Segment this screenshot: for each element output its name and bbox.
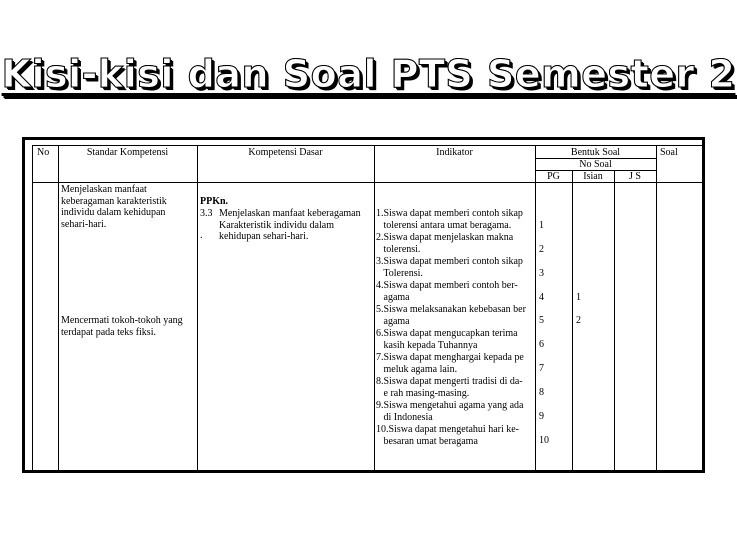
kompetensi-text: Menjelaskan manfaat keberagaman Karakteristik individu dalam kehidupan sehari-hari. (219, 208, 361, 242)
indikator-item: 7.Siswa dapat menghargai kepada pe meluk agama lain. (376, 352, 524, 375)
pg-number: 8 (539, 387, 544, 398)
standar-kompetensi-2: Mencermati tokoh-tokoh yang terdapat pada teks fiksi. (61, 315, 183, 338)
indikator-item: 2.Siswa dapat menjelaskan makna tolerensi. (376, 232, 514, 255)
pg-number: 10 (539, 435, 549, 446)
header-indikator: Indikator (436, 147, 473, 158)
indikator-item: 3.Siswa dapat memberi contoh sikap Tolerensi. (376, 256, 523, 279)
header-soal: Soal (660, 147, 678, 158)
pg-number: 6 (539, 339, 544, 350)
table-border-top (32, 145, 704, 146)
header-kompetensi-dasar: Kompetensi Dasar (248, 147, 323, 158)
col-line (32, 145, 33, 473)
pg-number: 3 (539, 268, 544, 279)
header-standar-kompetensi: Standar Kompetensi (86, 147, 169, 158)
col-line (197, 145, 198, 473)
col-line (704, 145, 705, 473)
kompetensi-subject: PPKn. (200, 196, 229, 207)
header-no: No (37, 147, 50, 158)
indikator-item: 6.Siswa dapat mengucapkan terima kasih kepada Tuhannya (376, 328, 518, 351)
pg-number: 5 (539, 315, 544, 326)
isian-number: 2 (576, 315, 581, 326)
col-line (374, 145, 375, 473)
indikator-item: 1.Siswa dapat memberi contoh sikap tolerensi antara umat beragama. (376, 208, 523, 231)
col-line (656, 145, 657, 473)
indikator-item: 8.Siswa dapat mengerti tradisi di da- e rah masing-masing. (376, 376, 523, 399)
col-line (58, 145, 59, 473)
page-title: Kisi-kisi dan Soal PTS Semester 2 (1, 52, 736, 96)
indikator-item: 5.Siswa melaksanakan kebebasan ber agama (376, 304, 526, 327)
kompetensi-number: 3.3 (200, 208, 213, 219)
header-no-soal: No Soal (579, 159, 612, 170)
indikator-item: 10.Siswa dapat mengetahui hari ke- besaran umat beragama (376, 424, 520, 447)
standar-kompetensi-1: Menjelaskan manfaat keberagaman karakteristik individu dalam kehidupan sehari-hari. (61, 184, 167, 230)
col-line (535, 145, 536, 473)
col-line (572, 170, 573, 473)
col-line (614, 170, 615, 473)
indikator-item: 4.Siswa dapat memberi contoh ber- agama (376, 280, 518, 303)
header-js: J S (629, 171, 641, 182)
pg-number: 9 (539, 411, 544, 422)
pg-number: 1 (539, 220, 544, 231)
indikator-item: 9.Siswa mengetahui agama yang ada di Indonesia (376, 400, 524, 423)
pg-number: 2 (539, 244, 544, 255)
pg-number: 4 (539, 292, 544, 303)
header-isian: Isian (583, 171, 603, 182)
isian-number: 1 (576, 292, 581, 303)
pg-number: 7 (539, 363, 544, 374)
header-bentuk-soal: Bentuk Soal (570, 147, 621, 158)
header-pg: PG (547, 171, 560, 182)
kisi-kisi-table (22, 137, 705, 473)
kompetensi-dot: . (200, 230, 203, 241)
